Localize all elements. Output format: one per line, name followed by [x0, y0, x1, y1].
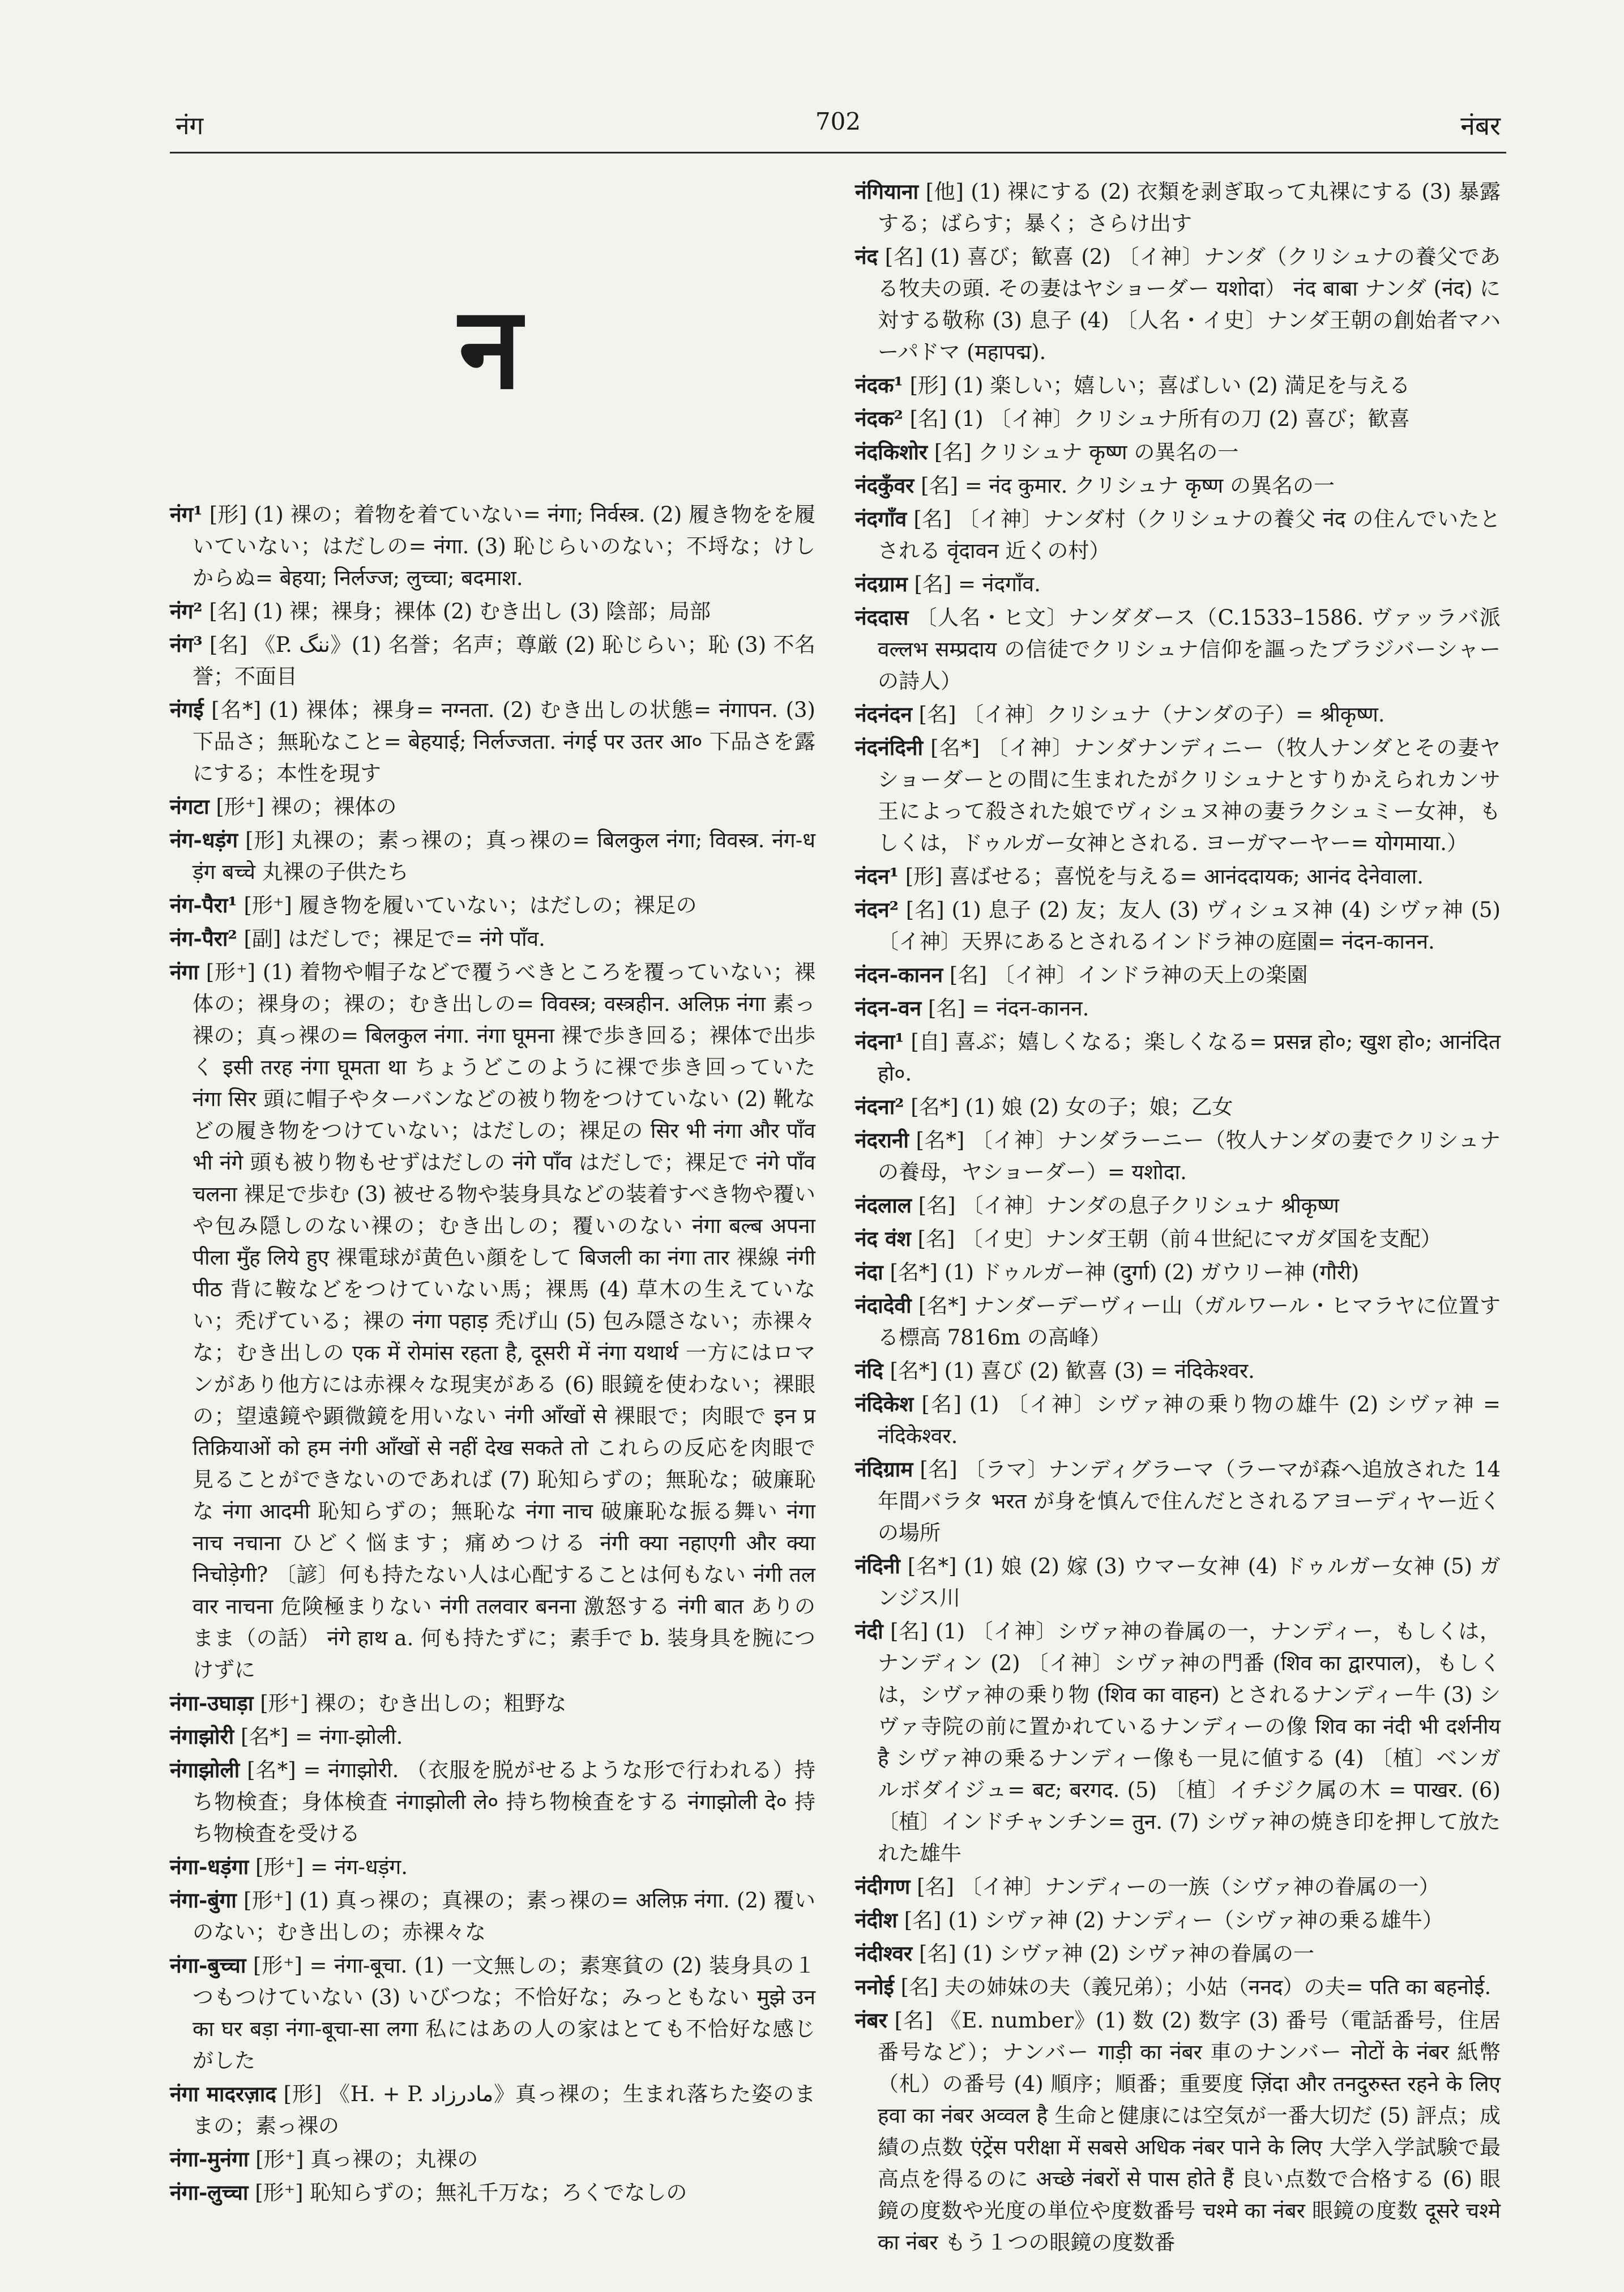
entry-headword: नंगा-लुच्चा — [170, 2180, 249, 2205]
dictionary-entry — [855, 470, 1501, 502]
entry-headword: नंगटा — [170, 794, 210, 819]
entry-definition: [自] 喜ぶ；嬉しくなる；楽しくなる= प्रसन्न हो०; खुश हो०; आनंदित हो०. — [878, 1030, 1501, 1086]
dictionary-entry — [855, 2004, 1501, 2259]
entry-headword: नंदन² — [855, 897, 899, 922]
right-column — [855, 176, 1501, 2260]
entry-definition: [形] 《H. + P. مادرزاد》真っ裸の；生まれ落ちた姿のままの；素っ裸の — [193, 2082, 815, 2138]
entry-definition: [名] 〔イ神〕ナンダの息子クリシュナ श्रीकृष्ण — [918, 1193, 1339, 1218]
entry-headword: नंग-पैरा² — [170, 926, 237, 951]
page-number: 702 — [815, 108, 861, 135]
entry-definition: [副] はだしで；裸足で= नंगे पाँव. — [243, 927, 545, 951]
entry-definition: [名*] (1) 娘 (2) 女の子；娘；乙女 — [911, 1095, 1233, 1119]
entry-definition: [名] 〔イ神〕クリシュナ（ナンダの子）= श्रीकृष्ण. — [918, 702, 1385, 727]
entry-headword: नंदीश्वर — [855, 1941, 913, 1966]
entry-headword: नंदरानी — [855, 1128, 909, 1153]
dictionary-entry — [170, 923, 815, 955]
dictionary-entry — [855, 1026, 1501, 1090]
entry-definition: [名] 〔イ史〕ナンダ王朝（前４世紀にマガダ国を支配） — [917, 1227, 1442, 1251]
entry-headword: नंग¹ — [170, 502, 203, 527]
dictionary-entry — [855, 698, 1501, 731]
entry-definition: [形⁺] 裸の；裸体の — [216, 795, 397, 819]
entry-headword: नंदा — [855, 1260, 883, 1284]
dictionary-entry — [170, 694, 815, 789]
entry-definition: [名] 〔イ神〕ナンダ村（クリシュナの養父 नंद の住んでいたとされる वृंदावन 近くの村） — [878, 507, 1501, 563]
entry-definition: [形] 丸裸の；素っ裸の；真っ裸の= बिलकुल नंगा; विवस्त्र. नंग-धड़ंग बच्चे 丸裸の子供たち — [193, 828, 815, 884]
entry-headword: नंदिनी — [855, 1553, 900, 1578]
entry-headword: नंग³ — [170, 632, 203, 657]
entry-headword: नंददास — [855, 605, 909, 630]
entry-definition: [形] (1) 裸の；着物を着ていない= नंगा; निर्वस्त्र. (2) 履き物をを履いていない；はだしの= नंगा. (3) 恥じらいのない；不埒な；けしからぬ= बेहया; निर्लज्ज; लुच्चा; बदमाश. — [193, 502, 815, 590]
entry-headword: नंगा-बुंगा — [170, 1888, 237, 1913]
entry-definition: [名] (1) 〔イ神〕クリシュナ所有の刀 (2) 喜び；歓喜 — [909, 407, 1410, 431]
entry-headword: नंगाझोली — [170, 1757, 240, 1782]
entry-definition: [形] (1) 楽しい；嬉しい；喜ばしい (2) 満足を与える — [909, 373, 1411, 398]
entry-headword: नंदादेवी — [855, 1293, 912, 1318]
entry-headword: नंदीगण — [855, 1874, 911, 1899]
header-right-word: नंबर — [1460, 110, 1501, 141]
entry-headword: ननोई — [855, 1974, 894, 1999]
entry-definition: [名*] 〔イ神〕ナンダナンディニー（牧人ナンダとその妻ヤショーダーとの間に生まれたがクリシュナとすりかえられカンサ王によって殺された娘でヴィシュヌ神の妻ラクシュミー女神，もしくは，ドゥルガー女神とされる. ヨーガマーヤー= योगमाया.） — [878, 736, 1501, 855]
dictionary-entry — [170, 595, 815, 628]
dictionary-entry — [855, 403, 1501, 435]
dictionary-entry — [855, 568, 1501, 600]
dictionary-entry — [855, 601, 1501, 697]
entry-headword: नंदकिशोर — [855, 439, 928, 464]
dictionary-entry — [855, 894, 1501, 958]
entry-headword: नंदनंदन — [855, 702, 912, 727]
entry-headword: नंगा-उघाड़ा — [170, 1691, 254, 1715]
entry-headword: नंगा — [170, 959, 199, 984]
entry-headword: नंद वंश — [855, 1226, 911, 1251]
entry-headword: नंग-धड़ंग — [170, 827, 238, 852]
dictionary-entry — [855, 1355, 1501, 1387]
entry-definition: [名*] 〔イ神〕ナンダラーニー（牧人ナンダの妻でクリシュナの養母，ヤショーダー）= यशोदा. — [878, 1128, 1501, 1184]
entry-definition: [名] 《E. number》(1) 数 (2) 数字 (3) 番号（電話番号，住居番号など）；ナンバー गाड़ी का नंबर 車のナンバー नोटों के नंबर 紙幣（札）の番号 (4) 順序；順番；重要度 ज़िंदा और तनदुरुस्त रहने के लिए हवा का नंबर अव्वल है 生命と健康には空気が一番大切だ (5) 評点；成績の点数 एंट्रेंस परीक्षा में सबसे अधिक नंबर पाने के लिए 大学入学試験で最高点を得るのに अच्छे नंबरों से पास होते हैं 良い点数で合格する (6) 眼鏡の度数や光度の単位や度数番号 चश्मे का नंबर 眼鏡の度数 दूसरे चश्मे का नंबर もう１つの眼鏡の度数番 — [878, 2008, 1501, 2255]
dictionary-entry — [170, 889, 815, 921]
entry-headword: नंदीश — [855, 1907, 898, 1932]
dictionary-entry — [855, 503, 1501, 567]
entry-definition: [名] クリシュナ कृष्ण の異名の一 — [934, 440, 1239, 464]
entry-definition: [名] = नंदन-कानन. — [928, 996, 1089, 1021]
entry-headword: नंगा-बुच्चा — [170, 1953, 246, 1978]
dictionary-entry — [170, 2176, 815, 2209]
dictionary-entry — [855, 1290, 1501, 1354]
entry-headword: नंदी — [855, 1619, 883, 1644]
entry-definition: [名*] = नंगा-झोली. — [241, 1725, 403, 1749]
entry-headword: नंदिकेश — [855, 1392, 914, 1416]
entry-headword: नंदगाँव — [855, 506, 907, 531]
dictionary-entry — [855, 176, 1501, 240]
entry-headword: नंदना² — [855, 1094, 904, 1119]
dictionary-entry — [855, 1189, 1501, 1222]
entry-definition: [名] (1) シヴァ神 (2) シヴァ神の眷属の一 — [918, 1941, 1314, 1966]
entry-definition: [名*] (1) ドゥルガー神 (दुर्गा) (2) ガウリー神 (गौरी) — [890, 1260, 1360, 1284]
entry-definition: [名] (1) シヴァ神 (2) ナンディー（シヴァ神の乗る雄牛） — [904, 1908, 1443, 1932]
dictionary-entry — [855, 436, 1501, 468]
entry-headword: नंद — [855, 244, 878, 269]
dictionary-entry — [170, 824, 815, 888]
entry-definition: [形⁺] = नंगा-बूचा. (1) 一文無しの；素寒貧の (2) 装身具の１つもつけていない (3) いびつな；不恰好な；みっともない मुझे उनका घर बड़ा नंगा-बूचा-सा लगा 私にはあの人の家はとても不恰好な感じがした — [193, 1953, 815, 2073]
entry-headword: नंगा मादरज़ाद — [170, 2081, 276, 2106]
dictionary-entry — [855, 1615, 1501, 1870]
entry-definition: [形⁺] 裸の；むき出しの；粗野な — [260, 1691, 567, 1715]
entry-headword: नंगियाना — [855, 179, 919, 204]
dictionary-entry — [170, 498, 815, 594]
dictionary-entry — [855, 959, 1501, 991]
dictionary-entry — [855, 369, 1501, 402]
dictionary-entry — [170, 1949, 815, 2077]
entry-headword: नंदना¹ — [855, 1029, 904, 1054]
dictionary-entry — [855, 992, 1501, 1025]
dictionary-entry — [855, 732, 1501, 859]
entry-definition: [名] 《P. ننگ》(1) 名誉；名声；尊厳 (2) 恥じらい；恥 (3) 不名誉；不面目 — [193, 633, 816, 689]
dictionary-entry — [170, 1687, 815, 1719]
dictionary-entry — [170, 1884, 815, 1948]
entry-definition: [形⁺] (1) 真っ裸の；真裸の；素っ裸の= अलिफ़ नंगा. (2) 覆いのない；むき出しの；赤裸々な — [193, 1888, 815, 1944]
entry-definition: [名] 〔ラマ〕ナンディグラーマ（ラーマが森へ追放された 14 年間バラタ भरत が身を慎んで住んだとされるアヨーディヤー近くの場所 — [878, 1457, 1501, 1545]
entry-headword: नंदकुँवर — [855, 473, 914, 498]
entry-definition: 〔人名・ヒ文〕ナンダダース（C.1533–1586. ヴァッラバ派 वल्लभ सम्प्रदाय の信徒でクリシュナ信仰を謳ったブラジバーシャーの詩人） — [878, 605, 1501, 693]
dictionary-entry — [170, 1754, 815, 1850]
entry-definition: [名*] (1) 娘 (2) 嫁 (3) ウマー女神 (4) ドゥルガー女神 (5) ガンジス川 — [878, 1554, 1501, 1610]
entry-headword: नंदिग्राम — [855, 1457, 913, 1482]
entry-definition: [名] = नंदगाँव. — [914, 572, 1041, 596]
entry-headword: नंग-पैरा¹ — [170, 893, 237, 917]
entry-headword: नंदक² — [855, 406, 903, 431]
dictionary-entry — [170, 629, 815, 693]
entry-headword: नंदग्राम — [855, 571, 908, 596]
left-column — [170, 498, 815, 2210]
header-left-word: नंग — [176, 112, 204, 140]
entry-headword: नंदन-वन — [855, 996, 922, 1021]
entry-headword: नंग² — [170, 599, 203, 624]
entry-definition: [名] 夫の姉妹の夫（義兄弟）；小姑（ननद）の夫= पति का बहनोई. — [900, 1975, 1491, 1999]
entry-definition: [名] = नंद कुमार. クリシュナ कृष्ण の異名の一 — [921, 473, 1335, 498]
entry-definition: [名] 〔イ神〕ナンディーの一族（シヴァ神の眷属の一） — [917, 1875, 1440, 1899]
entry-definition: [名] (1) 〔イ神〕シヴァ神の乗り物の雄牛 (2) シヴァ神 = नंदिकेश्वर. — [878, 1392, 1501, 1448]
header-rule — [170, 152, 1506, 153]
entry-headword: नंदि — [855, 1358, 883, 1383]
entry-headword: नंबर — [855, 2008, 887, 2033]
dictionary-entry — [855, 1937, 1501, 1970]
dictionary-entry — [855, 860, 1501, 893]
entry-definition: [名*] ナンダーデーヴィー山（ガルワール・ヒマラヤに位置する標高 7816m の高峰） — [878, 1294, 1501, 1350]
dictionary-entry — [170, 956, 815, 1686]
entry-headword: नंगई — [170, 697, 204, 722]
dictionary-entry — [855, 1091, 1501, 1123]
entry-headword: नंदनंदिनी — [855, 735, 924, 760]
entry-headword: नंदन-कानन — [855, 962, 943, 987]
dictionary-entry — [855, 241, 1501, 368]
entry-definition: [形⁺] = नंग-धड़ंग. — [255, 1855, 408, 1879]
dictionary-entry — [855, 1971, 1501, 2003]
entry-definition: [形⁺] 履き物を履いていない；はだしの；裸足の — [243, 893, 697, 917]
entry-definition: [名] (1) 息子 (2) 友；友人 (3) ヴィシュヌ神 (4) シヴァ神 (5) 〔イ神〕天界にあるとされるインドラ神の庭園= नंदन-कानन. — [878, 898, 1501, 954]
entry-headword: नंगा-धड़ंगा — [170, 1854, 249, 1879]
entry-headword: नंदक¹ — [855, 373, 903, 398]
section-letter: न — [459, 281, 522, 415]
entry-definition: [名*] = नंगाझोरी. （衣服を脱がせるような形で行われる）持ち物検査；身体検査 नंगाझोली ले० 持ち物検査をする नंगाझोली दे० 持ち物検査を受ける — [193, 1758, 816, 1846]
entry-definition: [名] 〔イ神〕インドラ神の天上の楽園 — [949, 963, 1308, 987]
entry-definition: [名] (1) 裸；裸身；裸体 (2) むき出し (3) 陰部；局部 — [209, 599, 711, 624]
entry-definition: [他] (1) 裸にする (2) 衣類を剥ぎ取って丸裸にする (3) 暴露する；ばらす；暴く；さらけ出す — [878, 180, 1501, 236]
entry-definition: [形⁺] 真っ裸の；丸裸の — [255, 2147, 478, 2171]
entry-definition: [名] (1) 喜び；歓喜 (2) 〔イ神〕ナンダ（クリシュナの養父である牧夫の頭. その妻はヤショーダー यशोदा） नंद बाबा ナンダ (नंद) に対する敬称 (3) 息子 (4) 〔人名・イ史〕ナンダ王朝の創始者マハーパドマ (महापद्म). — [878, 245, 1501, 364]
dictionary-entry — [855, 1124, 1501, 1188]
entry-headword: नंगाझोरी — [170, 1724, 234, 1749]
page-header — [170, 108, 1506, 159]
entry-definition: [名*] (1) 裸体；裸身= नग्नता. (2) むき出しの状態= नंगापन. (3) 下品さ；無恥なこと= बेहयाई; निर्लज्जता. नंगई पर उतर आ० 下品さを露にする；本性を現す — [193, 698, 815, 786]
dictionary-entry — [170, 2143, 815, 2175]
entry-headword: नंगा-मुनंगा — [170, 2146, 249, 2171]
dictionary-entry — [855, 1550, 1501, 1614]
dictionary-entry — [855, 1904, 1501, 1936]
dictionary-entry — [855, 1388, 1501, 1452]
dictionary-entry — [855, 1223, 1501, 1255]
dictionary-entry — [855, 1256, 1501, 1288]
entry-definition: [形⁺] (1) 着物や帽子などで覆うべきところを覆っていない；裸体の；裸身の；裸の；むき出しの= विवस्त्र; वस्त्रहीन. अलिफ़ नंगा 素っ裸の；真っ裸の= बिलकुल नंगा. नंगा घूमना 裸で歩き回る；裸体で出歩く इसी तरह नंगा घूमता था ちょうどこのように裸で歩き回っていた नंगा सिर 頭に帽子やターバンなどの被り物をつけていない (2) 靴などの履き物をつけていない；はだしの；裸足の सिर भी नंगा और पाँव भी नंगे 頭も被り物もせずはだしの नंगे पाँव はだしで；裸足で नंगे पाँव चलना 裸足で歩む (3) 被せる物や装身具などの装着すべき物や覆いや包み隠しのない裸の；むき出しの；覆いのない नंगा बल्ब अपना पीला मुँह लिये हुए 裸電球が黄色い顔をして बिजली का नंगा तार 裸線 नंगी पीठ 背に鞍などをつけていない馬；裸馬 (4) 草木の生えていない；禿げている；裸の नंगा पहाड़ 禿げ山 (5) 包み隠さない；赤裸々な；むき出しの एक में रोमांस रहता है, दूसरी में नंगा यथार्थ 一方にはロマンがあり他方には赤裸々な現実がある (6) 眼鏡を使わない；裸眼の；望遠鏡や顕微鏡を用いない नंगी आँखों से 裸眼で；肉眼で इन प्रतिक्रियाओं को हम नंगी आँखों से नहीं देख सकते तो これらの反応を肉眼で見ることができないのであれば (7) 恥知らずの；無恥な；破廉恥な नंगा आदमी 恥知らずの；無恥な नंगा नाच 破廉恥な振る舞い नंगा नाच नचाना ひどく悩ます；痛めつける नंगी क्या नहाएगी और क्या निचोड़ेगी? 〔諺〕何も持たない人は心配することは何もない नंगी तलवार नाचना 危険極まりない नंगी तलवार बनना 激怒する नंगी बात ありのまま（の話） नंगे हाथ a. 何も持たずに；素手で b. 装身具を腕につけずに — [193, 960, 815, 1682]
entry-definition: [名] (1) 〔イ神〕シヴァ神の眷属の一，ナンディー，もしくは，ナンディン (2) 〔イ神〕シヴァ神の門番 (शिव का द्वारपाल)，もしくは，シヴァ神の乗り物 (शिव का वाहन) とされるナンディー牛 (3) シヴァ寺院の前に置かれているナンディーの像 शिव का नंदी भी दर्शनीय है シヴァ神の乗るナンディー像も一見に値する (4) 〔植〕ベンガルボダイジュ= बट; बरगद. (5) 〔植〕イチジク属の木 = पाखर. (6) 〔植〕インドチャンチン= तुन. (7) シヴァ神の焼き印を押して放たれた雄牛 — [878, 1619, 1501, 1866]
entry-headword: नंदलाल — [855, 1193, 912, 1218]
entry-definition: [形] 喜ばせる；喜悦を与える= आनंददायक; आनंद देनेवाला. — [905, 864, 1424, 889]
dictionary-entry — [855, 1871, 1501, 1903]
entry-definition: [名*] (1) 喜び (2) 歓喜 (3) = नंदिकेश्वर. — [890, 1359, 1255, 1383]
dictionary-entry — [855, 1453, 1501, 1549]
entry-definition: [形⁺] 恥知らずの；無礼千万な；ろくでなしの — [255, 2180, 687, 2205]
dictionary-entry — [170, 2078, 815, 2142]
entry-headword: नंदन¹ — [855, 864, 899, 889]
dictionary-entry — [170, 1721, 815, 1753]
dictionary-entry — [170, 791, 815, 823]
dictionary-entry — [170, 1851, 815, 1883]
